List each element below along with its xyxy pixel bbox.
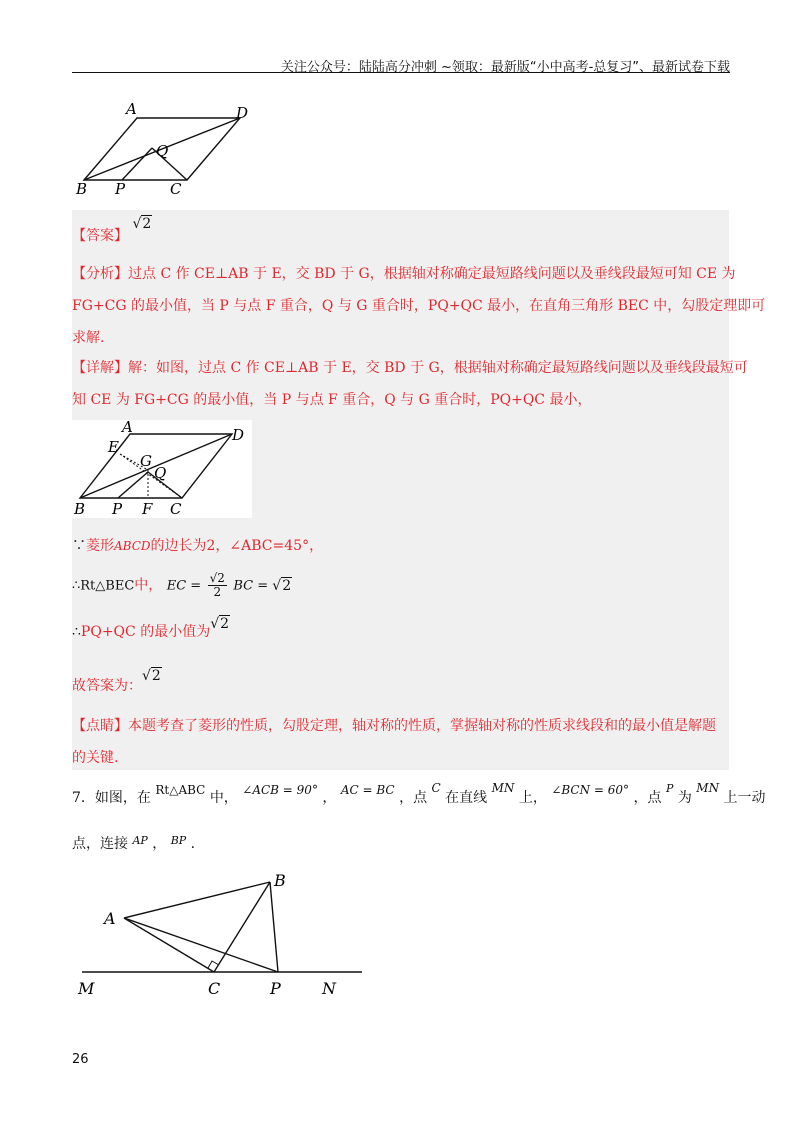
- analysis-line-1: 【分析】过点 C 作 CE⊥AB 于 E，交 BD 于 G，根据轴对称确定最短路线问题以及垂线段最短可知 CE 为: [72, 266, 736, 282]
- analysis-line-3: 求解.: [72, 330, 105, 346]
- label-F2: F: [142, 500, 153, 518]
- problem-7-line-2: 点，连接 $^{AP}$ ， $^{BP}$ .: [72, 834, 196, 852]
- answer-line: [72, 216, 152, 246]
- comment-line-2: 的关键.: [72, 750, 119, 766]
- step-3: ∴PQ+QC 的最小值为√2: [72, 616, 230, 640]
- label-P3: P: [270, 979, 281, 998]
- label-P: P: [115, 180, 126, 198]
- label-A: A: [126, 100, 137, 118]
- label-D: D: [236, 104, 249, 122]
- page-number: 26: [72, 1052, 89, 1067]
- detail-line-1: 【详解】解：如图，过点 C 作 CE⊥AB 于 E，交 BD 于 G，根据轴对称确定最短路线问题以及垂线段最短可: [72, 360, 748, 376]
- answer-tag: 【答案】: [72, 228, 128, 244]
- label-Q: Q: [156, 142, 169, 160]
- label-P2: P: [112, 500, 123, 518]
- label-N3: N: [322, 979, 336, 998]
- step-2: ∴Rt△BEC中， EC = $\frac{√2}{2}$ BC = √2: [72, 571, 292, 599]
- label-A3: A: [104, 909, 116, 928]
- label-D2: D: [232, 426, 245, 444]
- comment-line-1: 【点睛】本题考查了菱形的性质，勾股定理，轴对称的性质，掌握轴对称的性质求线段和的最小值是解题: [72, 718, 716, 734]
- label-B2: B: [74, 500, 86, 518]
- step-4: 故答案为：√2: [72, 668, 161, 694]
- label-A2: A: [122, 420, 133, 436]
- label-B: B: [76, 180, 88, 198]
- analysis-line-2: FG+CG 的最小值，当 P 与点 F 重合，Q 与 G 重合时，PQ+QC 最小，在直角三角形 BEC 中，勾股定理即可: [72, 298, 766, 314]
- header-divider: [72, 72, 730, 73]
- label-C3: C: [208, 979, 221, 998]
- figure-triangle: [72, 864, 372, 1004]
- figure-rhombus-1: [72, 98, 262, 198]
- label-Q2: Q: [154, 464, 167, 482]
- label-M3: M: [78, 979, 95, 998]
- label-C: C: [170, 180, 182, 198]
- label-C2: C: [170, 500, 182, 518]
- detail-line-2: 知 CE 为 FG+CG 的最小值，当 P 与点 F 重合，Q 与 G 重合时，PQ+QC 最小，: [72, 392, 592, 408]
- figure-rhombus-2: [72, 420, 252, 518]
- step-1: ∵菱形ABCD的边长为2，∠ABC=45°，: [72, 538, 324, 554]
- page-header: 关注公众号：陆陆高分冲刺 ~领取：最新版“小中高考-总复习”、最新试卷下载: [280, 60, 730, 75]
- label-E2: E: [108, 438, 119, 456]
- label-B3: B: [274, 871, 286, 890]
- label-G2: G: [140, 452, 152, 470]
- problem-7-line-1: 7．如图，在 Rt△ABC 中， ∠ACB = 90° ， AC = BC ，点 C 在直线 MN 上， ∠BCN = 60° ，点 $^P$ 为 MN 上一动: [72, 781, 766, 806]
- answer-value: √2: [132, 216, 152, 232]
